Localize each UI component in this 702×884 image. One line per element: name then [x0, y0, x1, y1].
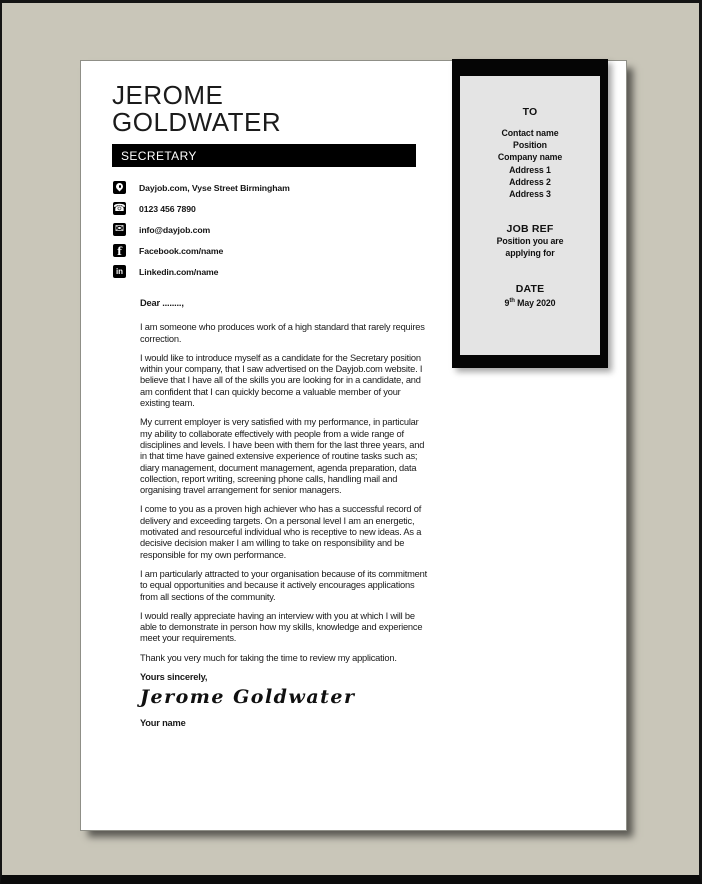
- role-title: SECRETARY: [121, 148, 197, 163]
- recipient-address-3: Address 3: [509, 189, 551, 200]
- phone-icon: [113, 202, 126, 215]
- contact-row-address: [113, 177, 290, 198]
- candidate-last-name: GOLDWATER: [112, 106, 282, 137]
- letter-paragraph: I am someone who produces work of a high standard that rarely requires correction.: [140, 322, 425, 344]
- letter-paragraph: I come to you as a proven high achiever who has a successful record of delivery and exceeding targets. On a personal level I am an energetic, motivated and resourceful individual who is receptive to new ideas. As a decisive decision maker I am willing to take on responsibility and be responsible for my own performance.: [140, 504, 422, 560]
- contact-row-phone: [113, 198, 290, 219]
- email-icon: [113, 223, 126, 236]
- recipient-panel-inner: [460, 76, 600, 355]
- role-title-bar: [112, 144, 416, 167]
- spacer: [460, 200, 600, 223]
- recipient-company-name: Company name: [497, 152, 563, 163]
- letter-paragraph: I am particularly attracted to your organisation because of its commitment to equal opportunities and because it actively encourages applications from all sections of the community.: [140, 568, 427, 602]
- location-pin-icon: [113, 181, 126, 194]
- letter-closing: Yours sincerely,: [140, 672, 208, 683]
- recipient-position: Position: [513, 140, 547, 151]
- contact-row-linkedin: [113, 261, 290, 282]
- contact-address: Dayjob.com, Vyse Street Birmingham: [139, 182, 290, 193]
- letter-paragraph: I would like to introduce myself as a candidate for the Secretary position within your company, that I saw advertised on the Dayjob.com website. I believe that I have all of the skills you are looking for in a candidate, and am confident that I can quickly become a valuable member of your existing team.: [140, 352, 423, 409]
- spacer: [460, 260, 600, 283]
- contact-row-facebook: [113, 240, 290, 261]
- letter-paragraph: I would really appreciate having an interview with you at which I will be able to demonstrate in person how my skills, knowledge and experience meet your requirements.: [140, 610, 423, 644]
- contact-list: [113, 177, 290, 282]
- contact-phone: 0123 456 7890: [139, 203, 196, 214]
- date-rest: May 2020: [514, 297, 556, 308]
- spacer: [460, 118, 600, 127]
- job-ref-heading: JOB REF: [506, 223, 554, 236]
- contact-linkedin: Linkedin.com/name: [139, 266, 219, 277]
- signature: Jerome Goldwater: [140, 686, 356, 709]
- contact-email: info@dayjob.com: [139, 224, 211, 235]
- recipient-contact-name: Contact name: [501, 128, 559, 138]
- date-ordinal: th: [509, 297, 515, 304]
- job-ref-line: applying for: [505, 248, 555, 259]
- candidate-first-name: JEROME: [112, 80, 224, 110]
- contact-row-email: [113, 219, 290, 240]
- letter-greeting: Dear ........,: [140, 298, 184, 308]
- facebook-icon: [113, 244, 126, 257]
- to-heading: TO: [522, 106, 538, 118]
- recipient-address-2: Address 2: [509, 176, 551, 187]
- date-value: [460, 295, 600, 309]
- contact-facebook: Facebook.com/name: [139, 245, 224, 256]
- signoff-name: Your name: [140, 717, 186, 728]
- letter-paragraph: My current employer is very satisfied with my performance, in particular my ability to collaborate effectively with people from a wide range of disciplines and levels. I have been with them for the last three years, and in that time have gained extensive experience of routine tasks such as; diary management, document management, agenda preparation, data collection, report writing, screening phone calls, handling mail and organising travel arrangement for senior managers.: [140, 417, 425, 496]
- job-ref-line: Position you are: [496, 236, 564, 247]
- recipient-address-1: Address 1: [509, 164, 551, 175]
- date-day: 9: [504, 297, 510, 308]
- page-title: [112, 82, 281, 135]
- linkedin-icon: [113, 265, 126, 278]
- date-heading: DATE: [515, 282, 545, 295]
- letter-body: [140, 298, 429, 729]
- letter-paragraph: Thank you very much for taking the time to review my application.: [140, 652, 397, 663]
- recipient-panel: [452, 59, 608, 368]
